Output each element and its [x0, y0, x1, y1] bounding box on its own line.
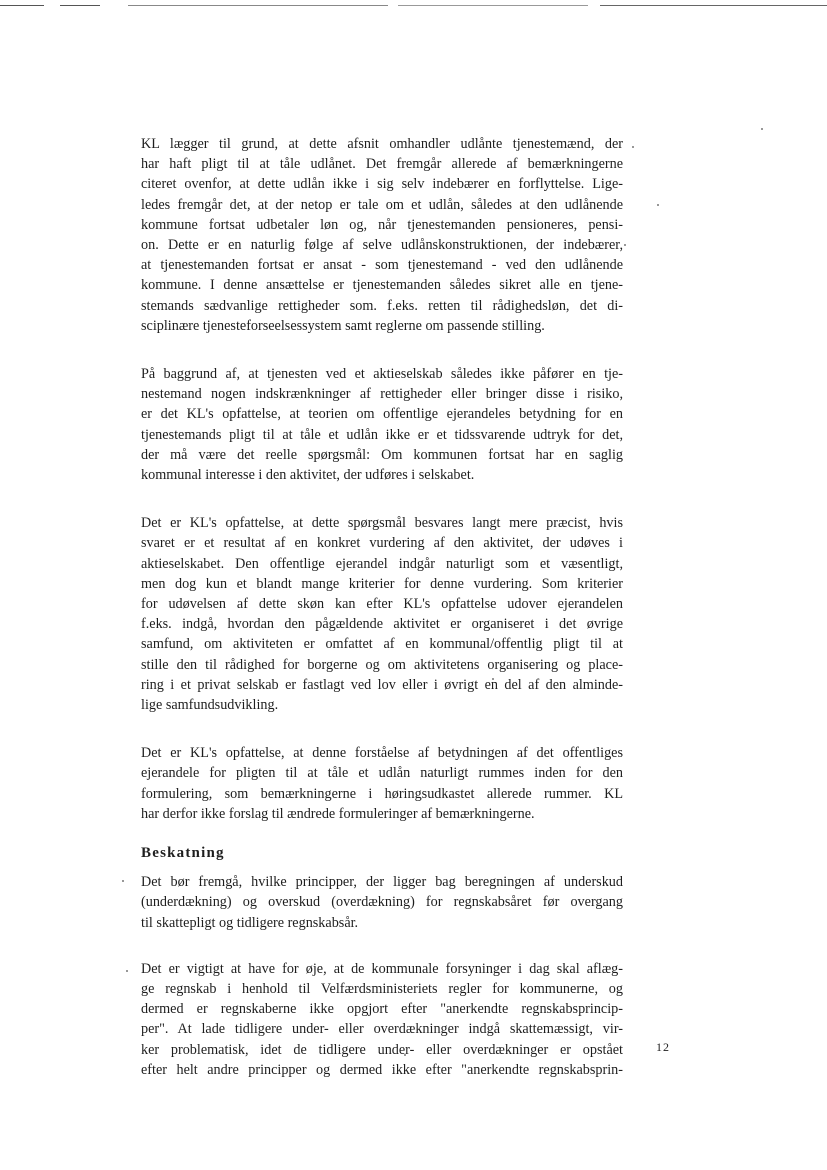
paragraph-principper — [141, 872, 623, 933]
paragraph-aktieselskab — [141, 364, 623, 485]
paragraph-forstaaelse — [141, 743, 623, 824]
section-heading-beskatning: Beskatning — [141, 845, 225, 862]
text-line: samfund, om aktiviteten er omfattet af en kommunal/offentlig pligt til at — [141, 636, 623, 653]
text-line: men dog kun et blandt mange kriterier for denne vurdering. Som kriterier — [141, 575, 623, 592]
scan-artifact-line — [60, 5, 100, 6]
document-body — [141, 134, 623, 1108]
scan-speck — [632, 146, 634, 148]
text-line: tjenestemands pligt til at tåle et udlån ikke er et tidssvarende udtryk for det, — [141, 426, 623, 443]
text-line: ledes fremgår det, at der netop er tale om et udlån, således at den udlånende — [141, 196, 623, 213]
text-line: dermed er regnskaberne ikke opgjort efter "anerkendte regnskabsprincip- — [141, 1001, 623, 1018]
text-line: ge regnskab i henhold til Velfærdsministeriets regler for kommunerne, og — [141, 980, 623, 997]
text-line: aktieselskabet. Den offentlige ejerandel indgår naturligt som et væsentligt, — [141, 555, 623, 572]
text-line: Det er vigtigt at have for øje, at de kommunale forsyninger i dag skal aflæg- — [141, 960, 623, 977]
scan-speck — [126, 970, 128, 972]
text-line: for udøvelsen af dette skøn kan efter KL's opfattelse udover ejerandelen — [141, 596, 623, 613]
text-line: nestemand nogen indskrænkninger af rettigheder eller bringer disse i risiko, — [141, 386, 623, 403]
text-line: svaret er et resultat af en konkret vurdering af den aktivitet, der udøves i — [141, 535, 623, 552]
text-line: ring i et privat selskab er fastlagt ved lov eller i øvrigt en del af den alminde- — [141, 676, 623, 693]
text-line: kommunal interesse i den aktivitet, der udføres i selskabet. — [141, 467, 475, 484]
text-line: er det KL's opfattelse, at teorien om offentlige ejerandeles betydning for en — [141, 406, 623, 423]
text-line: per". At lade tidligere under- eller overdækninger indgå skattemæssigt, vir- — [141, 1021, 623, 1038]
text-line: stille den til rådighed for borgerne og om aktivitetens organisering og place- — [141, 656, 623, 673]
scan-speck — [657, 204, 659, 206]
text-line: at tjenestemanden fortsat er ansat - som tjenestemand - ved den udlånende — [141, 257, 623, 274]
text-line: kommune fortsat udbetaler løn og, når tjenestemanden pensioneres, pensi- — [141, 216, 623, 233]
text-line: KL lægger til grund, at dette afsnit omhandler udlånte tjenestemænd, der — [141, 136, 623, 152]
paragraph-forsyninger — [141, 959, 623, 1080]
text-line: Det er KL's opfattelse, at denne forståelse af betydningen af det offentliges — [141, 745, 623, 762]
text-line: lige samfundsudvikling. — [141, 697, 279, 714]
scan-speck — [761, 128, 763, 130]
text-line: ker problematisk, idet de tidligere under- eller overdækninger er opstået — [141, 1041, 623, 1058]
paragraph-udlaante-tjenestemaend — [141, 134, 623, 336]
text-line: har haft pligt til at tåle udlånet. Det fremgår allerede af bemærkningerne — [141, 156, 623, 173]
text-line: Det bør fremgå, hvilke principper, der ligger bag beregningen af underskud — [141, 874, 623, 891]
page-number: 12 — [656, 1040, 670, 1054]
text-line: Det er KL's opfattelse, at dette spørgsmål besvares langt mere præcist, hvis — [141, 515, 623, 532]
scan-artifact-line — [128, 5, 388, 6]
paragraph-konkret-vurdering — [141, 513, 623, 715]
text-line: sciplinære tjenesteforseelsessystem samt reglerne om passende stilling. — [141, 317, 545, 334]
text-line: ejerandele for pligten til at tåle et udlån naturligt rummes inden for den — [141, 765, 623, 782]
scan-speck — [122, 880, 124, 882]
text-line: kommune. I denne ansættelse er tjenestemanden således sikret alle en tjene- — [141, 277, 623, 294]
text-line: on. Dette er en naturlig følge af selve udlånskonstruktionen, der indebærer, — [141, 237, 623, 254]
scan-artifact-line — [0, 5, 44, 6]
text-line: efter helt andre principper og dermed ikke efter "anerkendte regnskabsprin- — [141, 1061, 623, 1078]
text-line: til skattepligt og tidligere regnskabsår. — [141, 914, 359, 931]
text-line: På baggrund af, at tjenesten ved et aktieselskab således ikke påfører en tje- — [141, 366, 623, 383]
scan-artifact-line — [398, 5, 588, 6]
text-line: f.eks. indgå, hvordan den pågældende aktivitet er organiseret i det øvrige — [141, 616, 623, 633]
scan-artifact-line — [600, 5, 827, 6]
text-line: (underdækning) og overskud (overdækning) for regnskabsåret før overgang — [141, 894, 623, 911]
text-line: stemands sædvanlige rettigheder som. f.eks. retten til rådighedsløn, det di- — [141, 297, 623, 314]
text-line: citeret ovenfor, at dette udlån ikke i sig selv indebærer en forflyttelse. Lige- — [141, 176, 623, 193]
text-line: der må være det reelle spørgsmål: Om kommunen fortsat har en saglig — [141, 446, 623, 463]
text-line: har derfor ikke forslag til ændrede formuleringer af bemærkningerne. — [141, 805, 535, 822]
text-line: formulering, som bemærkningerne i høringsudkastet allerede rummer. KL — [141, 785, 623, 802]
scan-speck — [624, 244, 626, 246]
